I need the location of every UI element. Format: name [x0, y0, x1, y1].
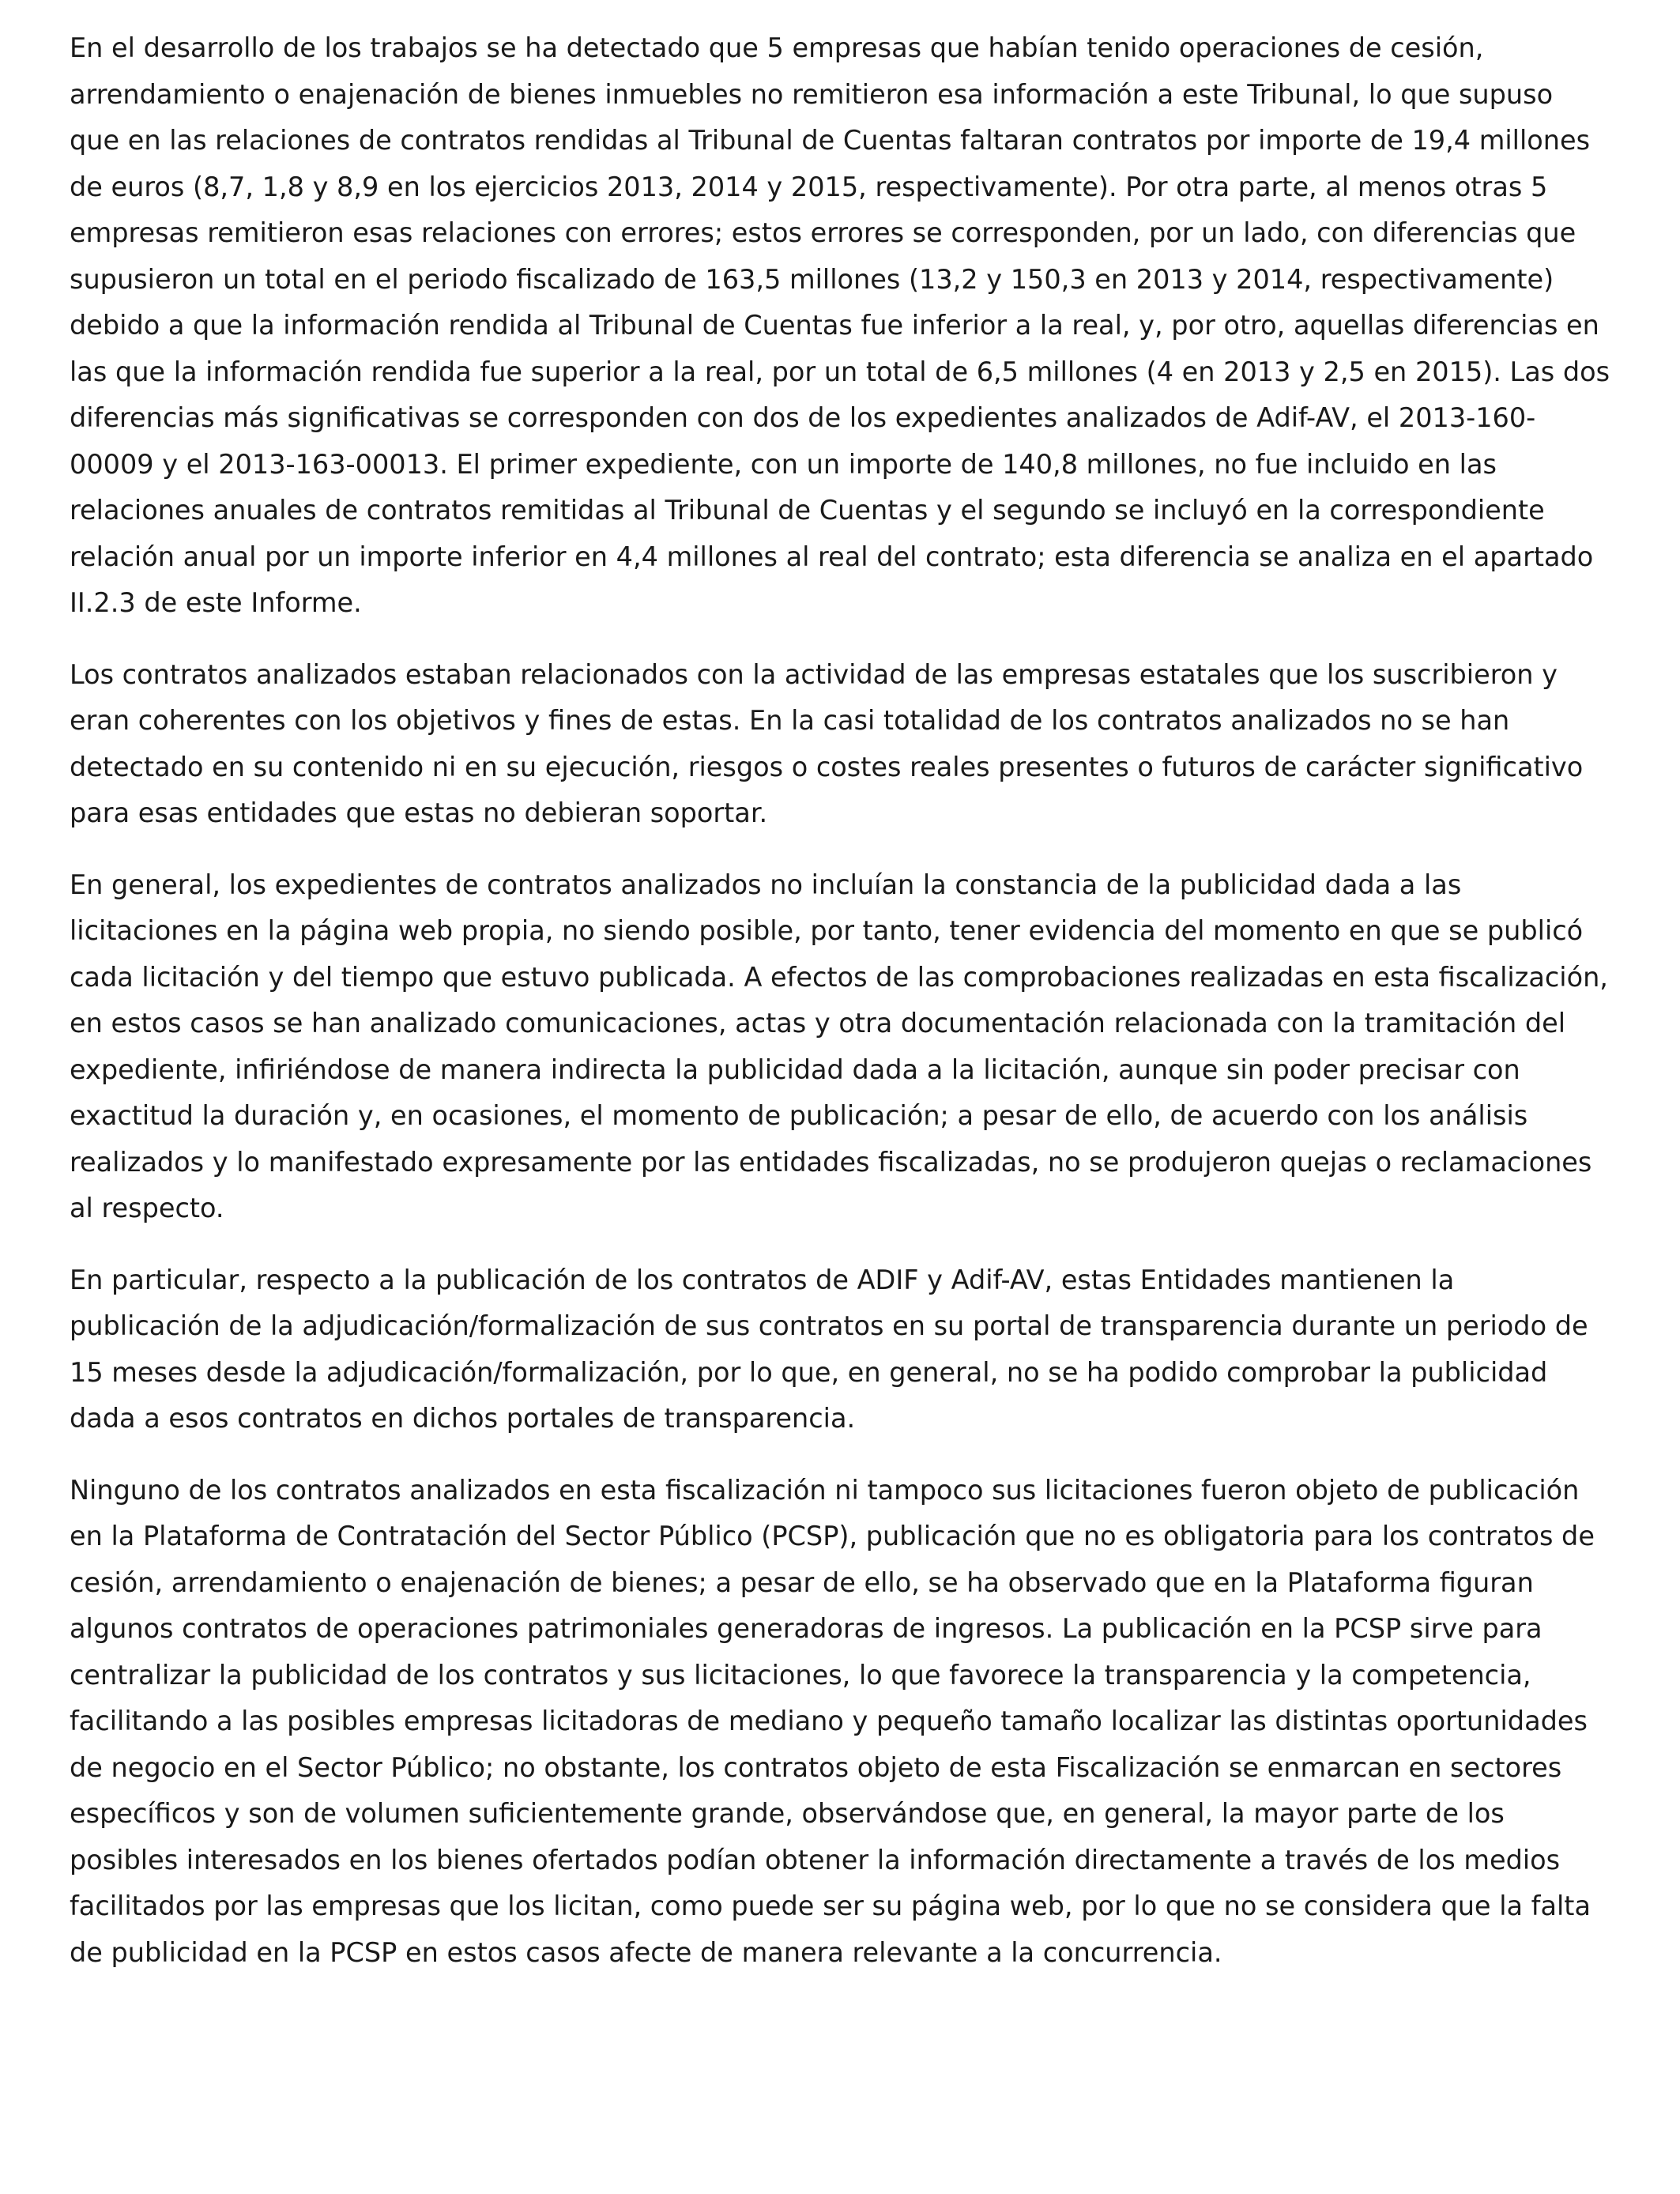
paragraph-contratos-analizados: Los contratos analizados estaban relacionados con la actividad de las empresas estatales que los suscribieron y eran coherentes con los objetivos y fines de estas. En la casi totalidad de los contratos analizados no se han detectado en su contenido ni en su ejecución, riesgos o costes reales presentes o futuros de carácter significativo para esas entidades que estas no debieran soportar.	[70, 658, 1584, 828]
document-page	[70, 25, 1610, 1976]
paragraph-pcsp: Ninguno de los contratos analizados en esta fiscalización ni tampoco sus licitaciones fueron objeto de publicación en la Plataforma de Contratación del Sector Público (PCSP), publicación que no es obligatoria para los contratos de cesión, arrendamiento o enajenación de bienes; a pesar de ello, se ha observado que en la Plataforma figuran algunos contratos de operaciones patrimoniales generadoras de ingresos. La publicación en la PCSP sirve para centralizar la publicidad de los contratos y sus licitaciones, lo que favorece la transparencia y la competencia, facilitando a las posibles empresas licitadoras de mediano y pequeño tamaño localizar las distintas oportunidades de negocio en el Sector Público; no obstante, los contratos objeto de esta Fiscalización se enmarcan en sectores específicos y son de volumen suficientemente grande, observándose que, en general, la mayor parte de los posibles interesados en los bienes ofertados podían obtener la información directamente a través de los medios facilitados por las empresas que los licitan, como puede ser su página web, por lo que no se considera que la falta de publicidad en la PCSP en estos casos afecte de manera relevante a la concurrencia.	[70, 1474, 1595, 1968]
paragraph-adif-transparencia: En particular, respecto a la publicación de los contratos de ADIF y Adif-AV, estas Entidades mantienen la publicación de la adjudicación/formalización de sus contratos en su portal de transparencia durante un periodo de 15 meses desde la adjudicación/formalización, por lo que, en general, no se ha podido comprobar la publicidad dada a esos contratos en dichos portales de transparencia.	[70, 1264, 1588, 1434]
paragraph-publicidad-licitaciones: En general, los expedientes de contratos analizados no incluían la constancia de la publicidad dada a las licitaciones en la página web propia, no siendo posible, por tanto, tener evidencia del momento en que se publicó cada licitación y del tiempo que estuvo publicada. A efectos de las comprobaciones realizadas en esta fiscalización, en estos casos se han analizado comunicaciones, actas y otra documentación relacionada con la tramitación del expediente, infiriéndose de manera indirecta la publicidad dada a la licitación, aunque sin poder precisar con exactitud la duración y, en ocasiones, el momento de publicación; a pesar de ello, de acuerdo con los análisis realizados y lo manifestado expresamente por las entidades fiscalizadas, no se produjeron quejas o reclamaciones al respecto.	[70, 869, 1608, 1223]
paragraph-rendicion-contratos: En el desarrollo de los trabajos se ha detectado que 5 empresas que habían tenido operaciones de cesión, arrendamiento o enajenación de bienes inmuebles no remitieron esa información a este Tribunal, lo que supuso que en las relaciones de contratos rendidas al Tribunal de Cuentas faltaran contratos por importe de 19,4 millones de euros (8,7, 1,8 y 8,9 en los ejercicios 2013, 2014 y 2015, respectivamente). Por otra parte, al menos otras 5 empresas remitieron esas relaciones con errores; estos errores se corresponden, por un lado, con diferencias que supusieron un total en el periodo fiscalizado de 163,5 millones (13,2 y 150,3 en 2013 y 2014, respectivamente) debido a que la información rendida al Tribunal de Cuentas fue inferior a la real, y, por otro, aquellas diferencias en las que la información rendida fue superior a la real, por un total de 6,5 millones (4 en 2013 y 2,5 en 2015). Las dos diferencias más significativas se corresponden con dos de los expedientes analizados de Adif-AV, el 2013-160-00009 y el 2013-163-00013. El primer expediente, con un importe de 140,8 millones, no fue incluido en las relaciones anuales de contratos remitidas al Tribunal de Cuentas y el segundo se incluyó en la correspondiente relación anual por un importe inferior en 4,4 millones al real del contrato; esta diferencia se analiza en el apartado II.2.3 de este Informe.	[70, 32, 1610, 618]
